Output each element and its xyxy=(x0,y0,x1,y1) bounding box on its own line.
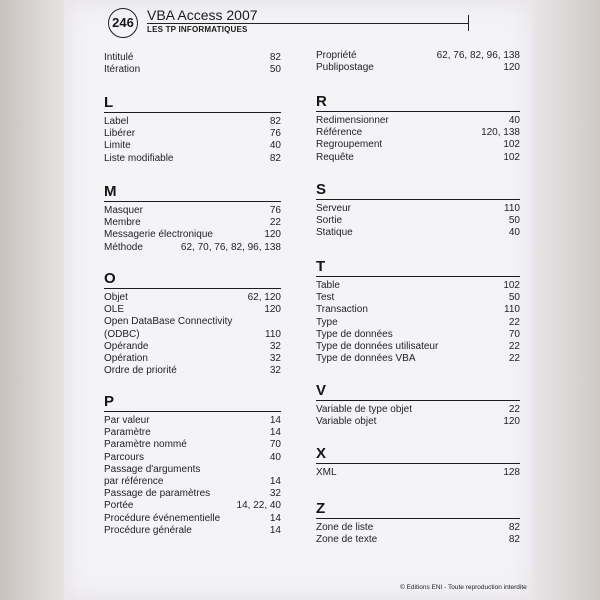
index-pages: 82 xyxy=(269,52,281,63)
index-entry xyxy=(104,353,281,365)
index-term: Table xyxy=(316,280,340,291)
section-letter: P xyxy=(104,393,115,410)
index-entry xyxy=(316,522,520,534)
header-rule-end xyxy=(468,15,469,31)
page-number-badge: 246 xyxy=(108,8,138,38)
index-term: Paramètre nommé xyxy=(104,439,187,451)
section-rule xyxy=(104,288,281,289)
index-pages: 32 xyxy=(269,488,281,500)
index-term: par référence xyxy=(104,476,164,488)
index-pages: 120 xyxy=(503,62,520,74)
index-term: Propriété xyxy=(316,50,357,61)
index-pages: 14 xyxy=(269,476,281,488)
section-letter: T xyxy=(316,258,326,275)
index-pages: 62, 76, 82, 96, 138 xyxy=(436,50,520,61)
index-pages: 40 xyxy=(508,227,520,239)
index-term: Paramètre xyxy=(104,427,151,439)
index-term: Procédure générale xyxy=(104,524,192,536)
section-rule xyxy=(316,199,520,200)
section-letter: L xyxy=(104,94,114,111)
index-term: Test xyxy=(316,292,335,304)
index-entry xyxy=(316,534,520,546)
book-title: VBA Access 2007 xyxy=(147,7,258,23)
index-pages: 14 xyxy=(269,512,281,524)
index-term: Procédure événementielle xyxy=(104,512,221,524)
index-entry xyxy=(104,64,281,76)
index-term: Type xyxy=(316,316,338,328)
index-entry xyxy=(316,280,520,292)
index-entry xyxy=(104,525,281,537)
index-term: Type de données VBA xyxy=(316,353,416,365)
index-term: Ordre de priorité xyxy=(104,365,177,377)
index-pages: 50 xyxy=(269,64,281,76)
index-entry xyxy=(316,227,520,239)
index-term: Sortie xyxy=(316,215,343,227)
index-pages: 110 xyxy=(504,304,520,316)
left-background xyxy=(0,0,64,600)
index-pages: 62, 120 xyxy=(247,292,281,303)
index-term: Regroupement xyxy=(316,139,383,151)
index-pages: 128 xyxy=(503,467,520,478)
index-entry xyxy=(104,242,281,254)
index-entry xyxy=(316,127,520,139)
index-pages: 120 xyxy=(503,416,520,428)
index-term: Passage d'arguments xyxy=(104,463,201,475)
index-pages: 32 xyxy=(269,365,281,377)
index-term: Portée xyxy=(104,500,134,512)
index-entry xyxy=(316,404,520,416)
index-term: Intitulé xyxy=(104,52,134,63)
index-term: Liste modifiable xyxy=(104,152,174,164)
index-pages: 102 xyxy=(503,280,520,291)
index-pages: 82 xyxy=(508,534,520,546)
index-pages: 14 xyxy=(269,415,281,426)
index-pages: 40 xyxy=(508,115,520,126)
index-entry xyxy=(316,62,520,74)
index-entry xyxy=(104,415,281,427)
index-term: Zone de liste xyxy=(316,522,374,533)
index-entry xyxy=(316,50,520,62)
index-pages: 76 xyxy=(269,128,281,140)
index-section-p xyxy=(104,394,281,537)
index-pages: 120 xyxy=(264,304,281,316)
index-pages: 110 xyxy=(265,328,281,340)
index-pages: 32 xyxy=(269,353,281,365)
index-entry xyxy=(316,467,520,479)
index-entry xyxy=(316,329,520,341)
index-pages: 102 xyxy=(503,139,520,151)
index-continuation-left xyxy=(104,52,281,76)
index-entry xyxy=(316,292,520,304)
index-entry xyxy=(316,152,520,164)
section-letter: O xyxy=(104,270,116,287)
index-pages: 110 xyxy=(504,203,520,214)
index-pages: 14, 22, 40 xyxy=(236,500,281,512)
index-entry xyxy=(316,139,520,151)
index-pages: 50 xyxy=(508,292,520,304)
section-letter: V xyxy=(316,382,327,399)
index-pages: 102 xyxy=(503,151,520,163)
index-entry xyxy=(316,115,520,127)
index-term: Parcours xyxy=(104,451,145,463)
index-pages: 50 xyxy=(508,215,520,227)
section-letter: R xyxy=(316,93,327,110)
index-pages: 22 xyxy=(508,404,520,415)
index-term: Zone de texte xyxy=(316,534,378,546)
index-entry xyxy=(316,203,520,215)
index-entry xyxy=(104,452,281,464)
index-section-m xyxy=(104,184,281,254)
index-entry xyxy=(104,205,281,217)
index-entry xyxy=(316,353,520,365)
header-rule xyxy=(147,23,469,24)
index-term: Masquer xyxy=(104,205,143,216)
index-entry xyxy=(104,304,281,316)
section-rule xyxy=(316,518,520,519)
index-term: Statique xyxy=(316,227,353,239)
index-section-l xyxy=(104,95,281,165)
index-section-o xyxy=(104,271,281,377)
index-term: Requête xyxy=(316,151,354,163)
index-term: Open DataBase Connectivity xyxy=(104,316,233,328)
index-pages: 82 xyxy=(508,522,520,533)
index-entry xyxy=(104,292,281,304)
index-section-z xyxy=(316,501,520,546)
section-rule xyxy=(104,112,281,113)
index-term: Par valeur xyxy=(104,415,150,426)
index-term: Membre xyxy=(104,217,141,229)
index-pages: 120, 138 xyxy=(481,127,520,139)
index-term: Redimensionner xyxy=(316,115,389,126)
index-pages: 14 xyxy=(269,524,281,536)
index-pages: 82 xyxy=(269,116,281,127)
index-term: Publipostage xyxy=(316,62,374,74)
section-letter: X xyxy=(316,445,327,462)
index-term: Type de données utilisateur xyxy=(316,341,439,353)
section-rule xyxy=(316,276,520,277)
index-term: Opérande xyxy=(104,340,149,352)
index-entry xyxy=(104,464,281,476)
index-entry xyxy=(104,229,281,241)
index-pages: 76 xyxy=(269,205,281,216)
index-pages: 62, 70, 76, 82, 96, 138 xyxy=(180,241,281,253)
index-term: XML xyxy=(316,467,337,478)
index-pages: 70 xyxy=(269,439,281,451)
index-entry xyxy=(316,317,520,329)
index-pages: 40 xyxy=(269,451,281,463)
index-entry xyxy=(316,304,520,316)
index-entry xyxy=(104,365,281,377)
index-entry xyxy=(316,215,520,227)
index-section-s xyxy=(316,182,520,240)
index-term: Référence xyxy=(316,127,363,139)
book-page xyxy=(64,0,532,600)
index-entry xyxy=(104,488,281,500)
book-subtitle: LES TP INFORMATIQUES xyxy=(147,25,248,34)
index-term: OLE xyxy=(104,304,125,316)
index-entry xyxy=(104,500,281,512)
index-term: (ODBC) xyxy=(104,328,140,340)
index-entry xyxy=(104,476,281,488)
section-letter: M xyxy=(104,183,117,200)
index-term: Opération xyxy=(104,353,148,365)
index-entry xyxy=(104,329,281,341)
index-pages: 22 xyxy=(508,316,520,328)
index-section-v xyxy=(316,383,520,428)
index-entry xyxy=(104,316,281,328)
index-entry xyxy=(104,217,281,229)
index-term: Label xyxy=(104,116,129,127)
index-entry xyxy=(316,341,520,353)
index-entry xyxy=(316,416,520,428)
index-term: Serveur xyxy=(316,203,352,214)
index-pages: 70 xyxy=(508,328,520,340)
index-entry xyxy=(104,513,281,525)
index-pages: 22 xyxy=(269,217,281,229)
index-pages: 40 xyxy=(269,140,281,152)
section-rule xyxy=(104,201,281,202)
section-rule xyxy=(316,111,520,112)
index-continuation-right xyxy=(316,50,520,74)
index-section-x xyxy=(316,446,520,479)
index-entry xyxy=(104,427,281,439)
index-entry xyxy=(104,52,281,64)
index-term: Type de données xyxy=(316,328,393,340)
index-pages: 22 xyxy=(508,353,520,365)
index-entry xyxy=(104,128,281,140)
index-term: Transaction xyxy=(316,304,368,316)
index-term: Variable de type objet xyxy=(316,404,412,415)
index-entry xyxy=(104,140,281,152)
index-term: Passage de paramètres xyxy=(104,488,211,500)
index-pages: 120 xyxy=(264,229,281,241)
index-pages: 82 xyxy=(269,152,281,164)
section-rule xyxy=(316,463,520,464)
index-term: Variable objet xyxy=(316,416,377,428)
section-letter: S xyxy=(316,181,327,198)
index-entry xyxy=(104,439,281,451)
index-pages: 22 xyxy=(508,341,520,353)
index-pages: 14 xyxy=(269,427,281,439)
index-entry xyxy=(104,116,281,128)
index-term: Limite xyxy=(104,140,131,152)
index-term: Itération xyxy=(104,64,141,76)
right-background xyxy=(532,0,600,600)
index-term: Objet xyxy=(104,292,128,303)
section-letter: Z xyxy=(316,500,326,517)
index-entry xyxy=(104,341,281,353)
index-section-r xyxy=(316,94,520,164)
index-term: Libérer xyxy=(104,128,136,140)
index-term: Méthode xyxy=(104,241,143,253)
copyright-notice: © Editions ENI - Toute reproduction interdite xyxy=(400,584,527,591)
index-pages: 32 xyxy=(269,340,281,352)
index-section-t xyxy=(316,259,520,365)
section-rule xyxy=(104,411,281,412)
index-term: Messagerie électronique xyxy=(104,229,213,241)
page-header xyxy=(104,6,496,42)
section-rule xyxy=(316,400,520,401)
index-entry xyxy=(104,153,281,165)
